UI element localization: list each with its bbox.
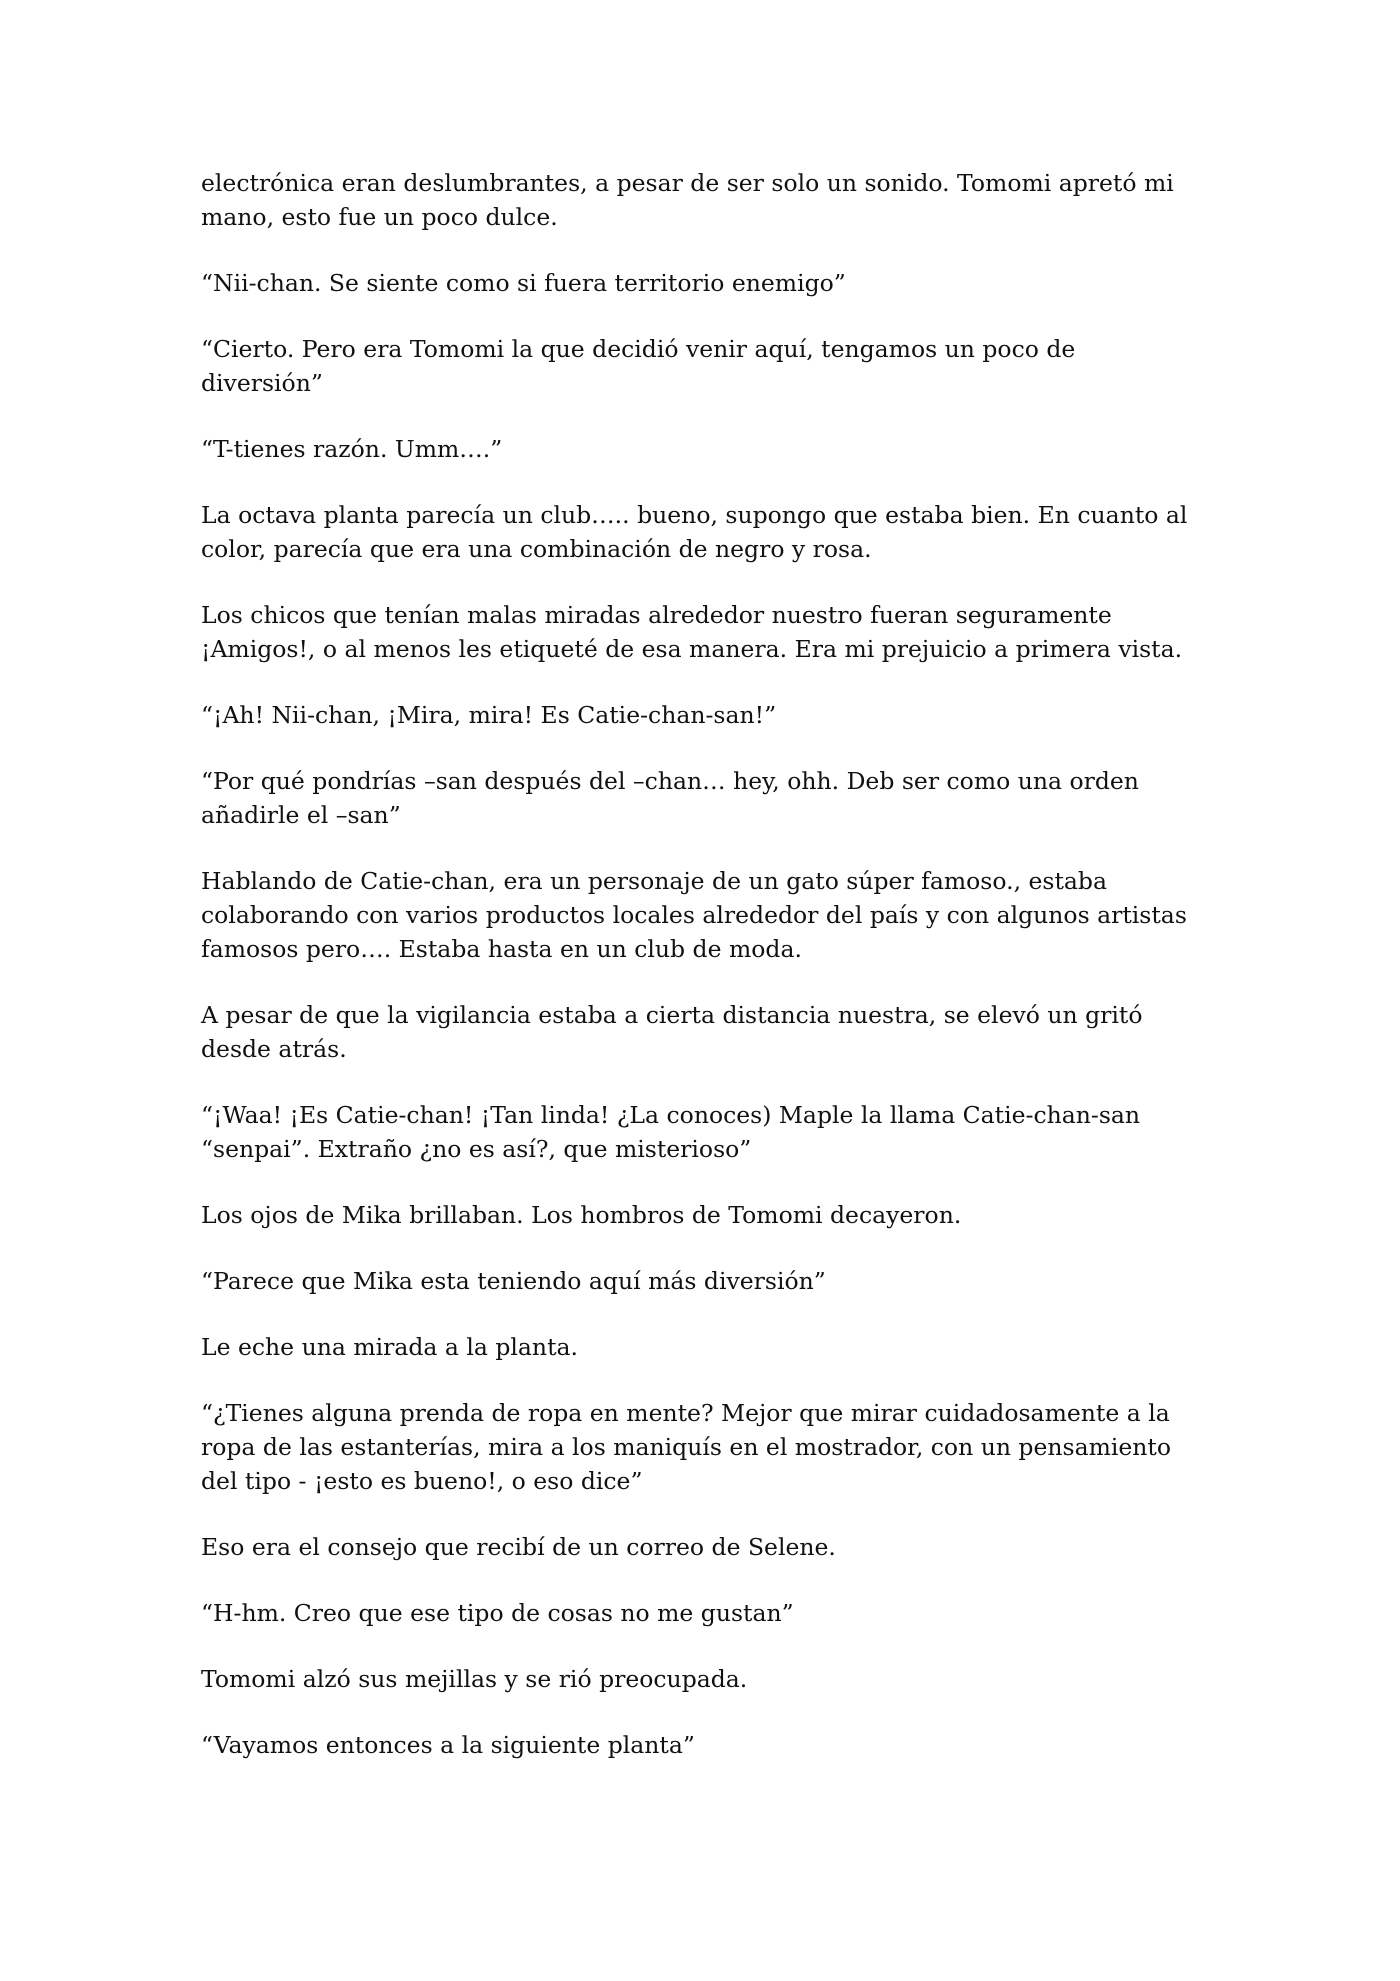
- paragraph: Hablando de Catie-chan, era un personaje de un gato súper famoso., estaba colaborando con varios productos locales alrededor del país y con algunos artistas famosos pero…. Estaba hasta en un club de moda.: [201, 867, 1187, 963]
- paragraph: “¿Tienes alguna prenda de ropa en mente? Mejor que mirar cuidadosamente a la ropa de las estanterías, mira a los maniquís en el mostrador, con un pensamiento del tipo - ¡esto es bueno!, o eso dice”: [201, 1399, 1172, 1495]
- paragraph: “Nii-chan. Se siente como si fuera territorio enemigo”: [201, 269, 846, 297]
- paragraph: “¡Waa! ¡Es Catie-chan! ¡Tan linda! ¿La conoces) Maple la llama Catie-chan-san “senpai”. Extraño ¿no es así?, que misterioso”: [201, 1101, 1141, 1163]
- paragraph: “Parece que Mika esta teniendo aquí más diversión”: [201, 1267, 826, 1295]
- paragraph: Le eche una mirada a la planta.: [201, 1333, 578, 1361]
- paragraph: Los chicos que tenían malas miradas alrededor nuestro fueran seguramente ¡Amigos!, o al menos les etiqueté de esa manera. Era mi prejuicio a primera vista.: [201, 601, 1183, 663]
- paragraph: La octava planta parecía un club….. bueno, supongo que estaba bien. En cuanto al color, parecía que era una combinación de negro y rosa.: [201, 501, 1188, 563]
- paragraph: Eso era el consejo que recibí de un correo de Selene.: [201, 1533, 836, 1561]
- paragraph: “Por qué pondrías –san después del –chan… hey, ohh. Deb ser como una orden añadirle el –san”: [201, 767, 1139, 829]
- document-body: [201, 166, 1200, 1762]
- paragraph: Tomomi alzó sus mejillas y se rió preocupada.: [201, 1665, 748, 1693]
- paragraph: “T-tienes razón. Umm….”: [201, 435, 503, 463]
- paragraph: “H-hm. Creo que ese tipo de cosas no me gustan”: [201, 1599, 794, 1627]
- paragraph: “Vayamos entonces a la siguiente planta”: [201, 1731, 695, 1759]
- paragraph: “Cierto. Pero era Tomomi la que decidió venir aquí, tengamos un poco de diversión”: [201, 335, 1076, 397]
- paragraph: “¡Ah! Nii-chan, ¡Mira, mira! Es Catie-chan-san!”: [201, 701, 777, 729]
- paragraph: A pesar de que la vigilancia estaba a cierta distancia nuestra, se elevó un gritó desde atrás.: [201, 1001, 1143, 1063]
- paragraph: electrónica eran deslumbrantes, a pesar de ser solo un sonido. Tomomi apretó mi mano, esto fue un poco dulce.: [201, 169, 1174, 231]
- paragraph: Los ojos de Mika brillaban. Los hombros de Tomomi decayeron.: [201, 1201, 962, 1229]
